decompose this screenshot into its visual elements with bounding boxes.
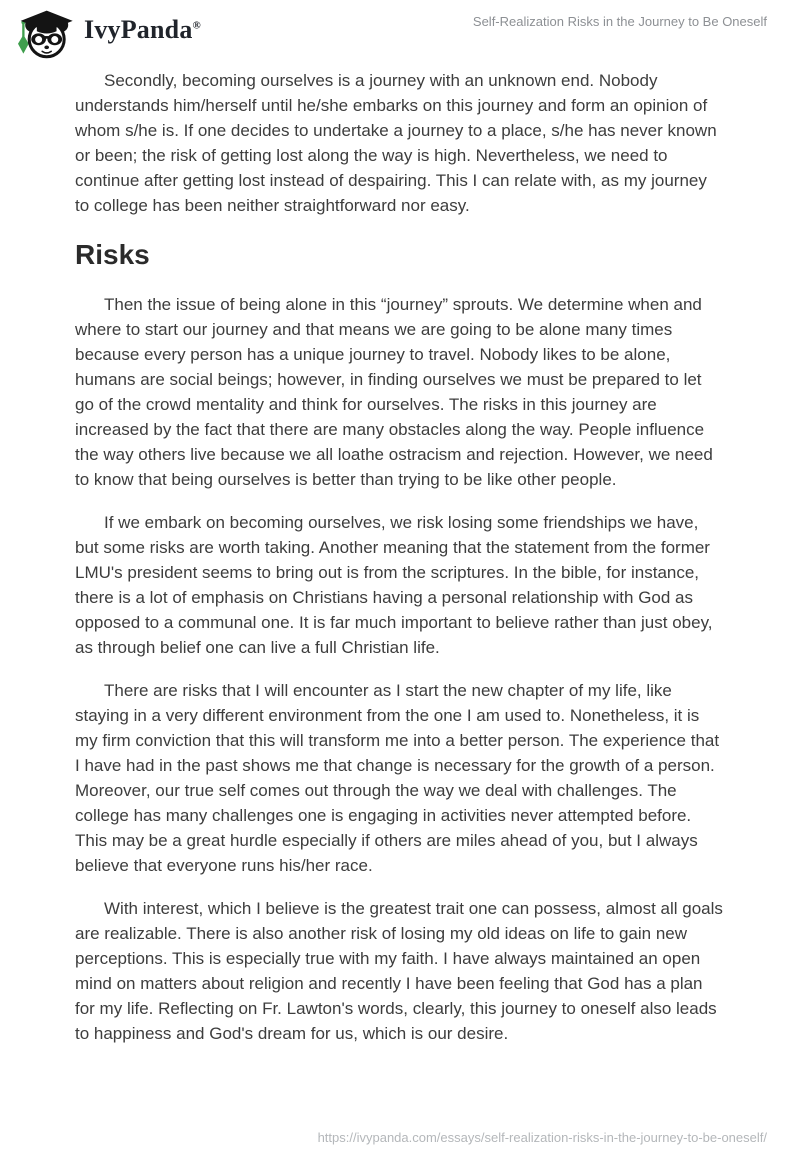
section-heading-risks: Risks	[75, 239, 150, 270]
page-footer	[318, 1130, 767, 1145]
essay-body	[75, 68, 723, 1064]
document-title: Self-Realization Risks in the Journey to Be Oneself	[472, 14, 767, 29]
source-url: https://ivypanda.com/essays/self-realization-risks-in-the-journey-to-be-oneself/	[317, 1130, 767, 1145]
panda-graduate-icon	[13, 7, 75, 59]
essay-paragraph: There are risks that I will encounter as I start the new chapter of my life, like staying in a very different environment from the one I am used to. Nonetheless, it is my firm conviction that this will transform me into a better person. The experience that I have had in the past shows me that change is necessary for the growth of a person. Moreover, our true self comes out through the way we deal with challenges. The college has many challenges one is engaging in activities never attempted before. This may be a great hurdle especially if others are miles ahead of you, but I always believe that everyone runs his/her race.	[75, 681, 720, 875]
essay-paragraph: If we embark on becoming ourselves, we risk losing some friendships we have, but some risks are worth taking. Another meaning that the statement from the former LMU's president seems to bring out is from the scriptures. In the bible, for instance, there is a lot of emphasis on Christians having a personal relationship with God as opposed to a communal one. It is far much important to believe rather than just obey, as through belief one can live a full Christian life.	[75, 513, 713, 657]
essay-paragraph: Secondly, becoming ourselves is a journey with an unknown end. Nobody understands him/herself until he/she embarks on this journey and form an opinion of whom s/he is. If one decides to undertake a journey to a place, s/he has never known or been; the risk of getting lost along the way is high. Nevertheless, we need to continue after getting lost instead of despairing. This I can relate with, as my journey to college has been neither straightforward nor easy.	[75, 71, 717, 215]
essay-paragraph: With interest, which I believe is the greatest trait one can possess, almost all goals are realizable. There is also another risk of losing my old ideas on life to gain new perceptions. This is especially true with my faith. I have always maintained an open mind on matters about religion and recently I have been feeling that God has a plan for my life. Reflecting on Fr. Lawton's words, clearly, this journey to oneself also leads to happiness and God's dream for us, which is our desire.	[75, 899, 723, 1043]
essay-paragraph: Then the issue of being alone in this “journey” sprouts. We determine when and where to start our journey and that means we are going to be alone many times because every person has a unique journey to travel. Nobody likes to be alone, humans are social beings; however, in finding ourselves we must be prepared to let go of the crowd mentality and think for ourselves. The risks in this journey are increased by the fact that there are many obstacles along the way. People influence the way others live because we all loathe ostracism and rejection. However, we need to know that being ourselves is better than trying to be like other people.	[75, 295, 713, 489]
brand-name	[84, 17, 201, 49]
brand	[13, 7, 201, 59]
registered-trademark-symbol: ®	[192, 19, 201, 32]
page-header	[0, 0, 800, 66]
brand-name-text: IvyPanda	[84, 15, 193, 44]
